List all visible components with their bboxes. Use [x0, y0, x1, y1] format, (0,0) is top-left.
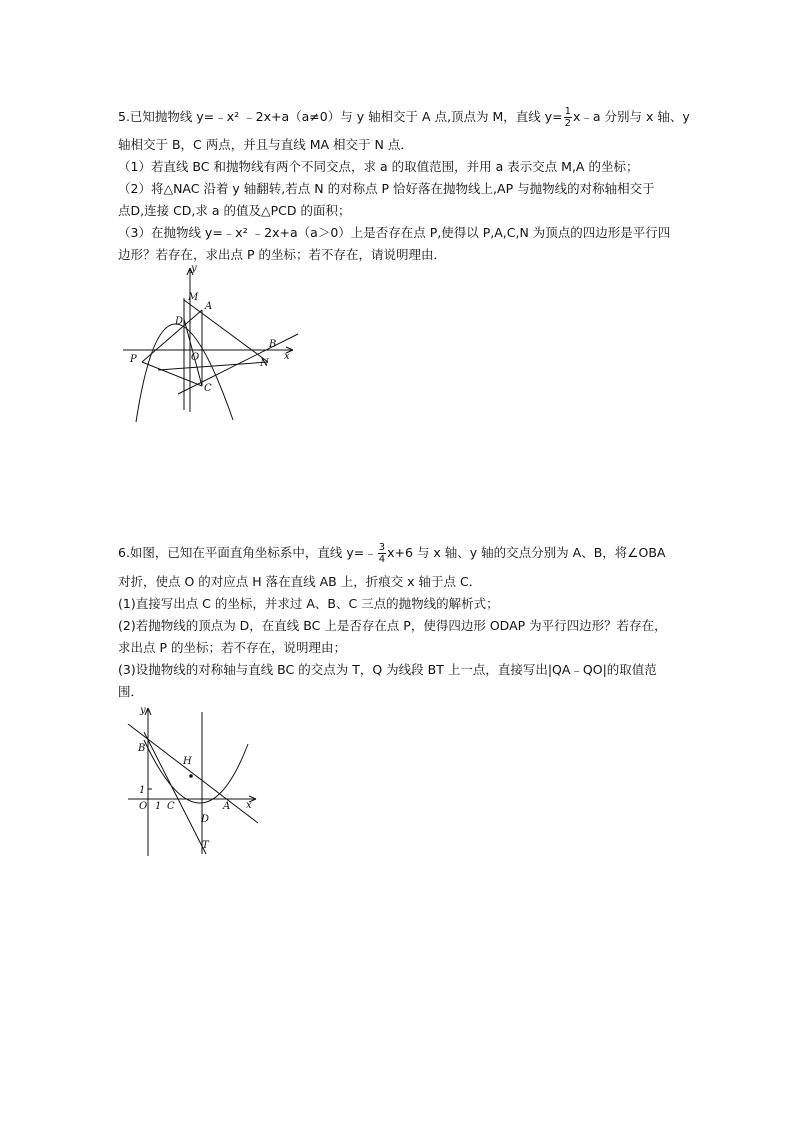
q6-line-5: 求出点 P 的坐标；若不存在，说明理由； [118, 640, 346, 655]
q5-label-b: B [269, 339, 277, 350]
q5-label-d: D [175, 316, 184, 327]
q5-line-2: 轴相交于 B，C 两点，并且与直线 MA 相交于 N 点． [118, 137, 413, 152]
q5-line-3: （1）若直线 BC 和抛物线有两个不同交点，求 a 的取值范围，并用 a 表示交点 M,A 的坐标； [118, 159, 639, 174]
q5-label-a: A [205, 301, 213, 312]
q6-line-bc [144, 732, 206, 854]
q6-line-7: 围． [118, 684, 144, 699]
q6-label-y: y [140, 705, 146, 716]
q5-label-p: P [130, 354, 137, 365]
q6-label-d: D [201, 814, 210, 825]
q5-label-m: M [188, 292, 199, 303]
q6-label-h: H [183, 756, 192, 767]
q5-line-7: 边形？若存在，求出点 P 的坐标；若不存在，请说明理由． [118, 247, 446, 262]
q5-label-y: y [191, 263, 197, 274]
q5-label-n: N [260, 358, 269, 369]
q6-label-a: A [223, 801, 231, 812]
q6-label-x: x [246, 800, 252, 811]
q6-label-one-y: 1 [139, 785, 146, 796]
q6-label-one-x: 1 [155, 801, 162, 812]
q5-label-o: O [191, 352, 200, 363]
q6-label-t: T [202, 840, 209, 851]
q5-label-x: x [284, 351, 290, 362]
q6-label-b: B [138, 743, 146, 754]
q6-figure [118, 702, 268, 860]
q5-fraction: $\frac{1}{2}$ [564, 106, 572, 129]
q5-figure [118, 262, 308, 424]
q5-line-6: （3）在抛物线 y=﹣x² ﹣2x+a（a＞0）上是否存在点 P,使得以 P,A,C,N 为顶点的四边形是平行四 [118, 225, 671, 240]
q6-line-1: 6.如图，已知在平面直角坐标系中，直线 y=﹣ $\frac{3}{4}$ x+6 与 x 轴、y 轴的交点分别为 A、B，将∠OBA [118, 542, 666, 565]
q5-segment-pc [142, 362, 202, 386]
q6-line-6: (3)设抛物线的对称轴与直线 BC 的交点为 T，Q 为线段 BT 上一点，直接写出|QA﹣QO|的取值范 [118, 662, 657, 677]
q5-line-4: （2）将△NAC 沿着 y 轴翻转,若点 N 的对称点 P 恰好落在抛物线上,AP 与抛物线的对称轴相交于 [118, 181, 655, 196]
q6-parabola [144, 740, 248, 803]
q5-line-5: 点D,连接 CD,求 a 的值及△PCD 的面积； [118, 203, 351, 218]
q6-label-o: O [139, 801, 148, 812]
q5-axis-arrows [187, 268, 293, 353]
q6-fraction: $\frac{3}{4}$ [378, 542, 386, 565]
q5-line-1: 5.已知抛物线 y=﹣x² ﹣2x+a（a≠0）与 y 轴相交于 A 点,顶点为 M，直线 y= $\frac{1}{2}$ x﹣a 分别与 x 轴、y [118, 106, 690, 129]
q6-line-3: (1)直接写出点 C 的坐标，并求过 A、B、C 三点的抛物线的解析式； [118, 596, 499, 611]
q6-line-4: (2)若抛物线的顶点为 D，在直线 BC 上是否存在点 P，使得四边形 ODAP 为平行四边形？若存在， [118, 618, 667, 633]
q6-label-c: C [167, 801, 175, 812]
q6-point-h [189, 774, 193, 778]
q6-line-2: 对折，使点 O 的对应点 H 落在直线 AB 上，折痕交 x 轴于点 C． [118, 574, 482, 589]
q5-label-c: C [204, 383, 212, 394]
q6-axis-arrows [145, 708, 256, 802]
